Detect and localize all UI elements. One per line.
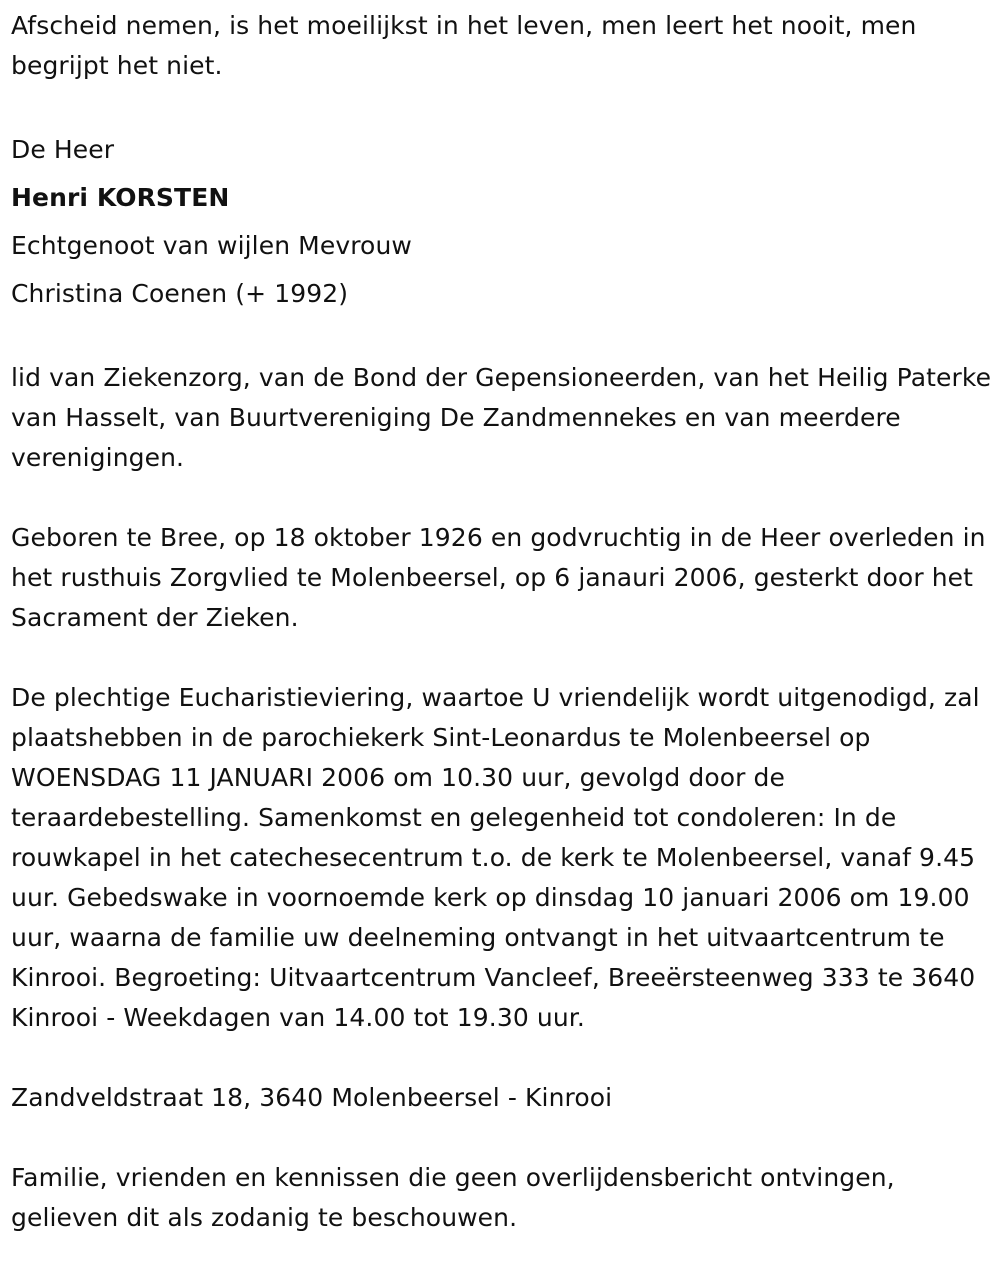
- spacer: [11, 638, 996, 678]
- spacer: [11, 478, 996, 518]
- birth-death-paragraph: Geboren te Bree, op 18 oktober 1926 en godvruchtig in de Heer overleden in het rusthuis Zorgvlied te Molenbeersel, op 6 janauri 2006, gesterkt door het Sacrament der Zieken.: [11, 523, 986, 632]
- home-address: Zandveldstraat 18, 3640 Molenbeersel - Kinrooi: [11, 1083, 613, 1112]
- closing-paragraph: Familie, vrienden en kennissen die geen overlijdensbericht ontvingen, gelieven dit als zodanig te beschouwen.: [11, 1163, 895, 1232]
- spouse-line-2: Christina Coenen (+ 1992): [11, 279, 349, 308]
- opening-quote: Afscheid nemen, is het moeilijkst in het leven, men leert het nooit, men begrijpt het niet.: [11, 11, 917, 80]
- spacer: [11, 1118, 996, 1158]
- ceremony-paragraph: De plechtige Eucharistieviering, waartoe U vriendelijk wordt uitgenodigd, zal plaatshebben in de parochiekerk Sint-Leonardus te Molenbeersel op WOENSDAG 11 JANUARI 2006 om 10.30 uur, gevolgd door de teraardebestelling. Samenkomst en gelegenheid tot condoleren: In de rouwkapel in het catechesecentrum t.o. de kerk te Molenbeersel, vanaf 9.45 uur. Gebedswake in voornoemde kerk op dinsdag 10 januari 2006 om 19.00 uur, waarna de familie uw deelneming ontvangt in het uitvaartcentrum te Kinrooi. Begroeting: Uitvaartcentrum Vancleef, Breeërsteenweg 333 te 3640 Kinrooi - Weekdagen van 14.00 tot 19.30 uur.: [11, 683, 980, 1032]
- deceased-name: Henri KORSTEN: [11, 183, 230, 212]
- memberships-paragraph: lid van Ziekenzorg, van de Bond der Gepensioneerden, van het Heilig Paterke van Hasselt, van Buurtvereniging De Zandmennekes en van meerdere verenigingen.: [11, 363, 992, 472]
- obituary-document: [11, 6, 996, 1238]
- spouse-line-1: Echtgenoot van wijlen Mevrouw: [11, 231, 412, 260]
- spacer: [11, 1038, 996, 1078]
- salutation: De Heer: [11, 135, 115, 164]
- spacer: [11, 86, 996, 126]
- spacer: [11, 318, 996, 358]
